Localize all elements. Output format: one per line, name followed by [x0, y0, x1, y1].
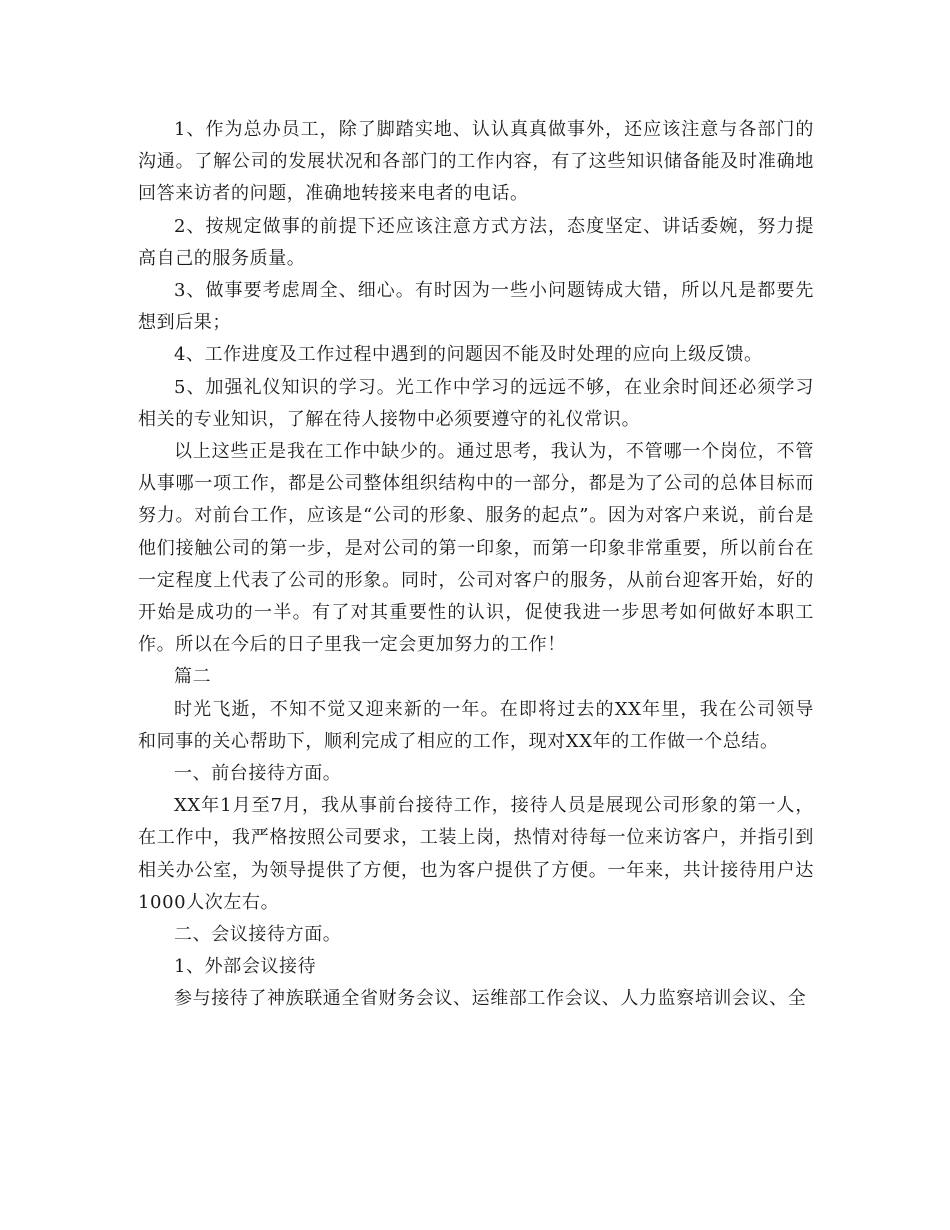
paragraph-item-3: 3、做事要考虑周全、细心。有时因为一些小问题铸成大错，所以凡是都要先想到后果；	[138, 280, 814, 334]
summary-paragraph: 以上这些正是我在工作中缺少的。通过思考，我认为，不管哪一个岗位，不管从事哪一项工作，都是公司整体组织结构中的一部分，都是为了公司的总体目标而努力。对前台工作，应该是“公司的形象、服务的起点”。因为对客户来说，前台是他们接触公司的第一步，是对公司的第一印象，而第一印象非常重要，所以前台在一定程度上代表了公司的形象。同时，公司对客户的服务，从前台迎客开始，好的开始是成功的一半。有了对其重要性的认识，促使我进一步思考如何做好本职工作。所以在今后的日子里我一定会更加努力的工作！	[138, 441, 814, 656]
paragraph-item-1: 1、作为总办员工，除了脚踏实地、认认真真做事外，还应该注意与各部门的沟通。了解公司的发展状况和各部门的工作内容，有了这些知识储备能及时准确地回答来访者的问题，准确地转接来电者的电话。	[138, 119, 814, 205]
section-heading: 篇二	[174, 666, 212, 688]
paragraph-item-2: 2、按规定做事的前提下还应该注意方式方法，态度坚定、讲话委婉，努力提高自己的服务质量。	[138, 215, 814, 269]
intro-paragraph: 时光飞逝，不知不觉又迎来新的一年。在即将过去的XX年里，我在公司领导和同事的关心帮助下，顺利完成了相应的工作，现对XX年的工作做一个总结。	[138, 698, 814, 752]
subheading-external-meeting: 1、外部会议接待	[174, 956, 317, 978]
subheading-reception: 一、前台接待方面。	[174, 763, 342, 785]
paragraph-item-4: 4、工作进度及工作过程中遇到的问题因不能及时处理的应向上级反馈。	[174, 344, 763, 366]
document-body	[138, 114, 814, 1016]
meeting-paragraph: 参与接待了神族联通全省财务会议、运维部工作会议、人力监察培训会议、全	[174, 988, 807, 1010]
subheading-meeting: 二、会议接待方面。	[174, 924, 342, 946]
reception-paragraph: XX年1月至7月，我从事前台接待工作，接待人员是展现公司形象的第一人，在工作中，我严格按照公司要求，工装上岗，热情对待每一位来访客户，并指引到相关办公室，为领导提供了方便，也为客户提供了方便。一年来，共计接待用户达1000人次左右。	[138, 795, 814, 913]
paragraph-item-5: 5、加强礼仪知识的学习。光工作中学习的远远不够，在业余时间还必须学习相关的专业知识，了解在待人接物中必须要遵守的礼仪常识。	[138, 376, 814, 430]
